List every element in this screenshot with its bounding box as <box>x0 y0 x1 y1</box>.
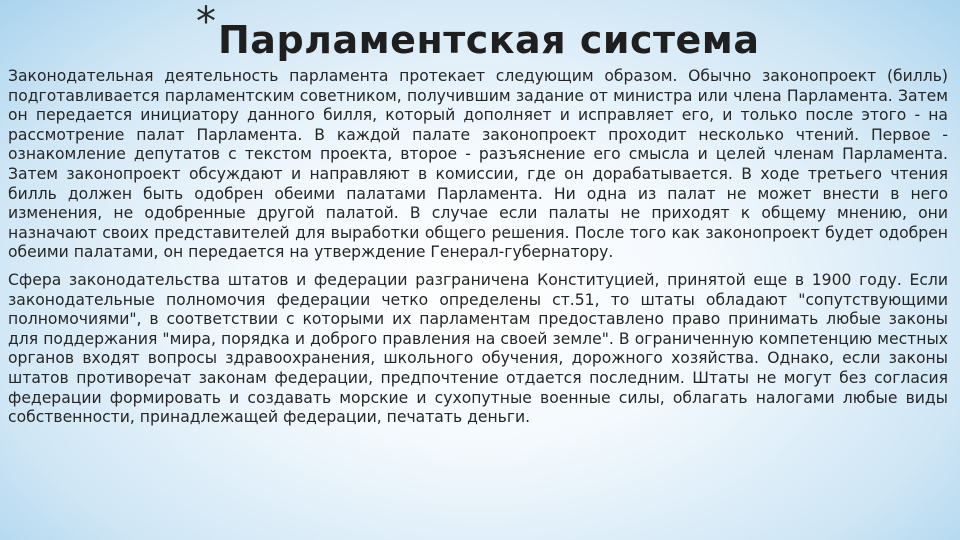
asterisk-icon: * <box>196 0 216 45</box>
slide-title: Парламентская система <box>218 18 760 62</box>
title-row <box>196 2 760 68</box>
paragraph-legislative-process: Законодательная деятельность парламента протекает следующим образом. Обычно законопроект (билль) подготавливается парламентским советником, получившим задание от министра или члена Парламента. Затем он передается инициатору данного билля, который дополняет и исправляет его, и только после этого - на рассмотрение палат Парламента. В каждой палате законопроект проходит несколько чтений. Первое - ознакомление депутатов с текстом проекта, второе - разъяснение его смысла и целей членам Парламента. Затем законопроект обсуждают и направляют в комиссии, где он дорабатывается. В ходе третьего чтения билль должен быть одобрен обеими палатами Парламента. Ни одна из палат не может внести в него изменения, не одобренные другой палатой. В случае если палаты не приходят к общему мнению, они назначают своих представителей для выработки общего решения. После того как законопроект будет одобрен обеими палатами, он передается на утверждение Генерал-губернатору. <box>8 67 948 262</box>
paragraph-federal-state-powers: Сфера законодательства штатов и федерации разграничена Конституцией, принятой еще в 1900 году. Если законодательные полномочия федерации четко определены ст.51, то штаты обладают "сопутствующими полномочиями", в соответствии с которыми их парламентам предоставлено право принимать любые законы для поддержания "мира, порядка и доброго правления на своей земле". В ограниченную компетенцию местных органов входят вопросы здравоохранения, школьного обучения, дорожного хозяйства. Однако, если законы штатов противоречат законам федерации, предпочтение отдается последним. Штаты не могут без согласия федерации формировать и создавать морские и сухопутные военные силы, облагать налогами любые виды собственности, принадлежащей федерации, печатать деньги. <box>8 270 948 427</box>
slide-body <box>8 67 948 428</box>
